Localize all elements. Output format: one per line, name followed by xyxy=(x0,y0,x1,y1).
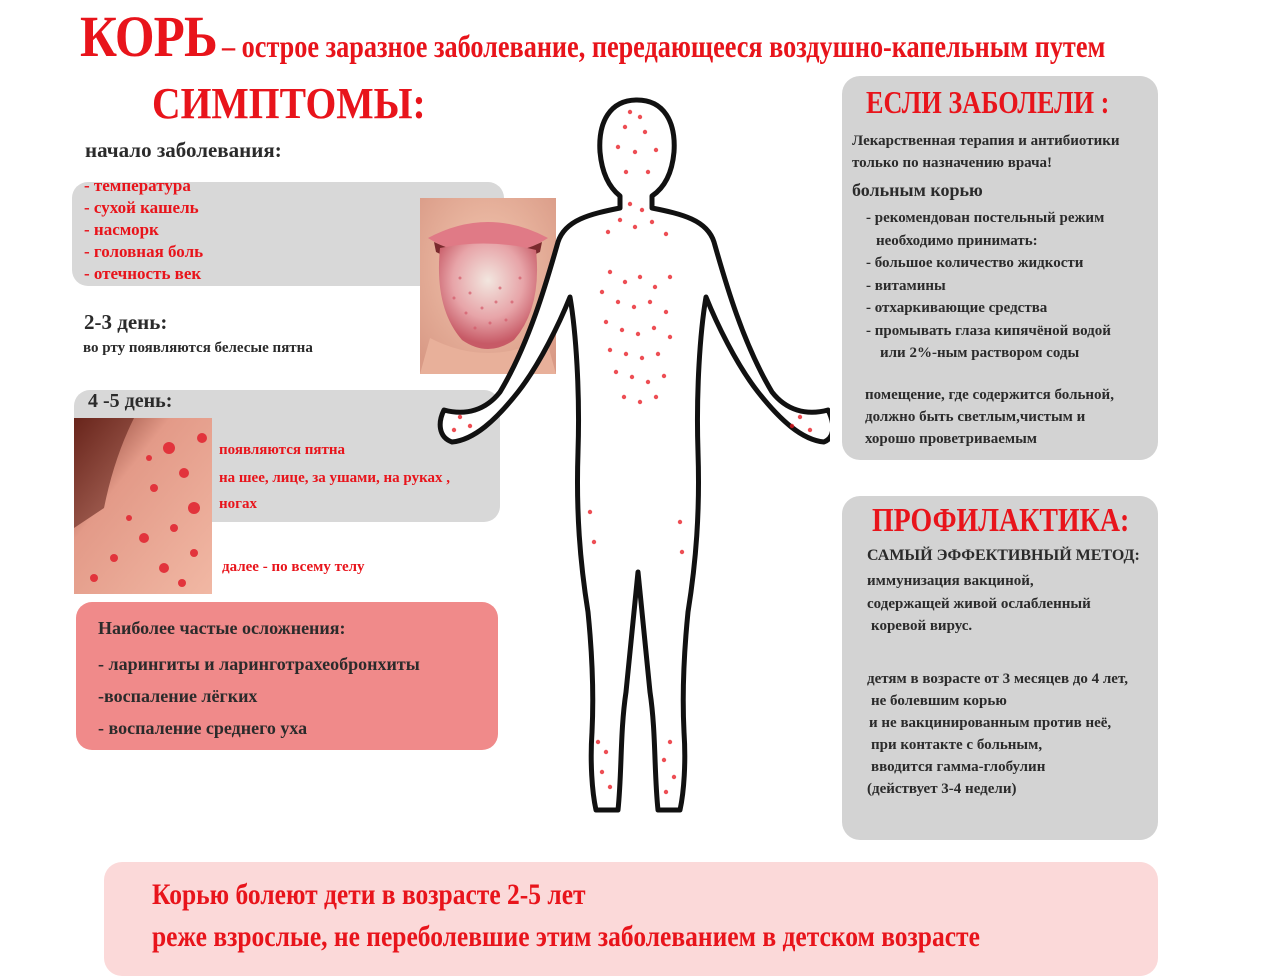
footer-line2: реже взрослые, не переболевшие этим заболеванием в детском возрасте xyxy=(152,920,980,953)
children-line: при контакте с больным, xyxy=(871,737,1043,753)
children-text xyxy=(867,668,1128,800)
day45-label: 4 -5 день: xyxy=(88,390,173,412)
room-line: хорошо проветриваемым xyxy=(865,431,1037,447)
intro-line: Лекарственная терапия и антибиотики xyxy=(852,133,1120,149)
list-item: - отхаркивающие средства xyxy=(866,300,1048,316)
list-item: - витамины xyxy=(866,277,946,294)
body-figure xyxy=(430,92,830,822)
children-line: не болевшим корью xyxy=(871,693,1007,709)
list-item: - отечность век xyxy=(84,264,202,283)
day45-text xyxy=(219,436,450,516)
symptoms-heading: СИМПТОМЫ: xyxy=(152,79,426,128)
footer-line1: Корью болеют дети в возрасте 2-5 лет xyxy=(152,878,586,911)
page-title: КОРЬ xyxy=(80,4,217,69)
if-sick-intro xyxy=(852,130,1120,174)
list-item: - промывать глаза кипячёной водой xyxy=(866,322,1111,339)
children-line: (действует 3-4 недели) xyxy=(867,781,1017,797)
list-item: -воспаление лёгких xyxy=(98,686,258,706)
list-item: - воспаление среднего уха xyxy=(98,718,308,738)
list-item: - сухой кашель xyxy=(84,198,199,217)
method-line: коревой вирус. xyxy=(871,618,973,634)
prevention-heading: ПРОФИЛАКТИКА: xyxy=(872,502,1130,539)
day45-line: появляются пятна xyxy=(219,442,346,458)
room-text xyxy=(865,384,1114,450)
day23-text: во рту появляются белесые пятна xyxy=(83,340,313,356)
list-item: - ларингиты и ларинготрахеобронхиты xyxy=(98,654,420,674)
footer-text xyxy=(152,874,1126,958)
rash-photo xyxy=(74,418,212,594)
list-item: - большое количество жидкости xyxy=(866,255,1084,271)
day45-further: далее - по всему телу xyxy=(222,559,365,575)
children-line: вводится гамма-глобулин xyxy=(871,759,1046,775)
children-line: детям в возрасте от 3 месяцев до 4 лет, xyxy=(867,671,1128,687)
children-line: и не вакцинированным против неё, xyxy=(869,715,1112,731)
list-item: или 2%-ным раствором соды xyxy=(880,345,1080,361)
day45-line: ногах xyxy=(219,496,257,512)
if-sick-heading: ЕСЛИ ЗАБОЛЕЛИ : xyxy=(866,84,1110,120)
method-line: иммунизация вакциной, xyxy=(867,573,1034,589)
day23-label: 2-3 день: xyxy=(84,310,168,334)
list-item: необходимо принимать: xyxy=(876,232,1038,249)
method-text xyxy=(867,570,1091,638)
onset-list xyxy=(84,175,203,285)
page-subtitle xyxy=(222,26,1105,66)
list-item: - рекомендован постельный режим xyxy=(866,210,1105,226)
method-line: содержащей живой ослабленный xyxy=(867,595,1091,612)
list-item: - головная боль xyxy=(84,242,204,261)
complications-heading: Наиболее частые осложнения: xyxy=(98,618,346,638)
onset-label: начало заболевания: xyxy=(85,138,282,162)
patients-label: больным корью xyxy=(852,180,983,200)
list-item: - температура xyxy=(84,176,191,195)
list-item: - насморк xyxy=(84,220,159,239)
title-dash: – xyxy=(222,28,236,64)
room-line: должно быть светлым,чистым и xyxy=(865,409,1086,425)
subtitle-text: острое заразное заболевание, передающееся воздушно-капельным путем xyxy=(241,28,1106,64)
intro-line: только по назначению врача! xyxy=(852,155,1053,171)
complications-list xyxy=(98,648,420,744)
room-line: помещение, где содержится больной, xyxy=(865,387,1114,403)
if-sick-list xyxy=(866,207,1111,365)
day45-line: на шее, лице, за ушами, на руках , xyxy=(219,470,450,486)
method-label: САМЫЙ ЭФФЕКТИВНЫЙ МЕТОД: xyxy=(867,547,1140,564)
